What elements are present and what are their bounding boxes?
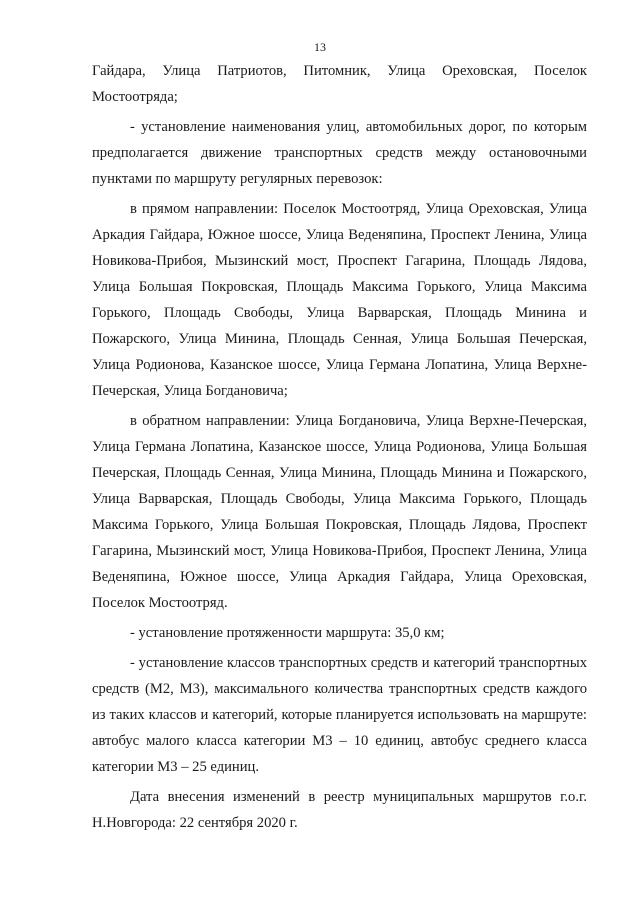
paragraph-registry-date: Дата внесения изменений в реестр муниципальных маршрутов г.о.г. Н.Новгорода: 22 сентября 2020 г. bbox=[92, 789, 587, 831]
paragraph-route-length: - установление протяженности маршрута: 35,0 км; bbox=[130, 625, 445, 641]
paragraph-vehicle-classes: - установление классов транспортных средств и категорий транспортных средств (М2, М3), максимального количества транспортных средств каждого из таких классов и категорий, которые планируется использовать на маршруте: автобус малого класса категории М3 – 10 единиц, автобус среднего класса категории М3 – 25 единиц. bbox=[92, 655, 587, 775]
paragraph-continuation: Гайдара, Улица Патриотов, Питомник, Улица Ореховская, Поселок Мостоотряда; bbox=[92, 63, 587, 105]
page-number: 13 bbox=[314, 40, 326, 54]
paragraph-forward-direction: в прямом направлении: Поселок Мостоотряд, Улица Ореховская, Улица Аркадия Гайдара, Южное шоссе, Улица Веденяпина, Проспект Ленина, Улица Новикова-Прибоя, Мызинский мост, Проспект Гагарина, Площадь Лядова, Улица Большая Покровская, Площадь Максима Горького, Улица Максима Горького, Площадь Свободы, Улица Варварская, Площадь Минина и Пожарского, Улица Минина, Площадь Сенная, Улица Большая Печерская, Улица Родионова, Казанское шоссе, Улица Германа Лопатина, Улица Верхне-Печерская, Улица Богдановича; bbox=[92, 201, 587, 399]
document-body bbox=[92, 58, 587, 836]
paragraph-street-names: - установление наименования улиц, автомобильных дорог, по которым предполагается движение транспортных средств между остановочными пунктами по маршруту регулярных перевозок: bbox=[92, 119, 587, 187]
paragraph-reverse-direction: в обратном направлении: Улица Богдановича, Улица Верхне-Печерская, Улица Германа Лопатина, Казанское шоссе, Улица Родионова, Улица Большая Печерская, Площадь Сенная, Улица Минина, Площадь Минина и Пожарского, Улица Варварская, Площадь Свободы, Улица Максима Горького, Площадь Максима Горького, Улица Большая Покровская, Площадь Лядова, Проспект Гагарина, Мызинский мост, Улица Новикова-Прибоя, Проспект Ленина, Улица Веденяпина, Южное шоссе, Улица Аркадия Гайдара, Улица Ореховская, Поселок Мостоотряд. bbox=[92, 413, 587, 611]
